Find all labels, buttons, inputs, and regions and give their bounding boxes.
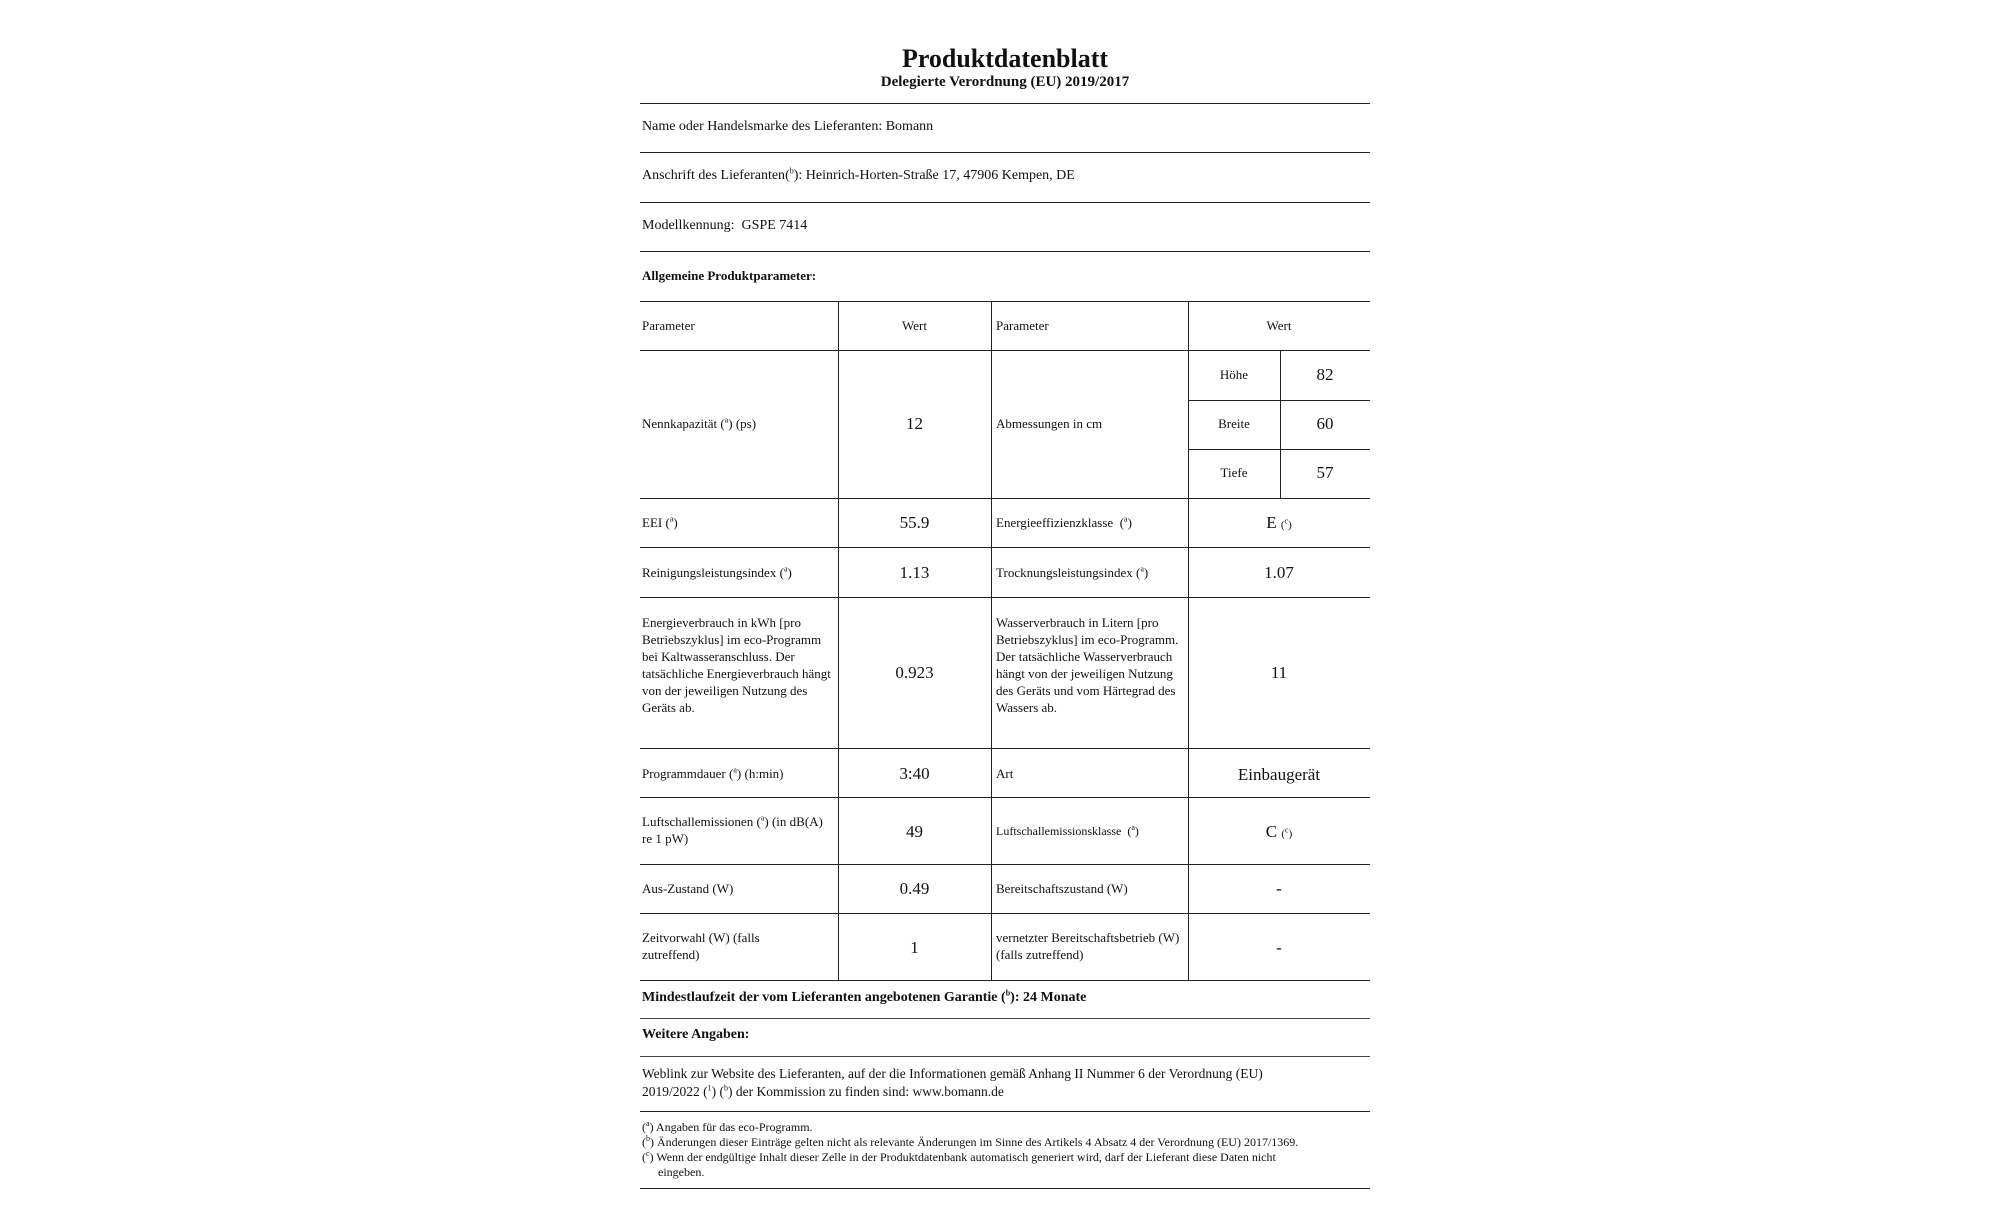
label-breite: Breite [1218,416,1250,431]
divider [640,152,1370,153]
label-aus-zustand: Aus-Zustand (W) [642,881,734,896]
divider [640,202,1370,203]
value-breite: 60 [1316,414,1334,433]
value-eei: 55.9 [899,513,930,532]
header-parameter-1: Parameter [642,318,695,333]
table-row-border [640,797,1370,798]
label-nennkapazitaet: Nennkapazität ($^a$) (ps) [642,415,757,431]
header-parameter-2: Parameter [996,318,1049,333]
table-bottom-border [640,980,1370,981]
label-vernetzter-bereitschaftsbetrieb: vernetzter Bereitschaftsbetrieb (W) (falls zutreffend) [996,930,1180,962]
footnote-a: ($^a$) Angaben für das eco-Programm. [642,1119,813,1134]
divider [640,103,1370,104]
value-energieeffizienzklasse: E ($^c$) [1266,513,1292,532]
label-programmdauer: Programmdauer ($^a$) (h:min) [642,765,784,781]
label-luftschallemissionen: Luftschallemissionen ($^a$) (in dB(A) re 1 pW) [642,813,823,846]
label-luftschallemissionsklasse: Luftschallemissionsklasse ($^a$) [996,823,1139,838]
supplier-address-line: Anschrift des Lieferanten($^b$): Heinrich-Horten-Straße 17, 47906 Kempen, DE [642,166,1075,183]
value-programmdauer: 3:40 [899,764,930,783]
label-energieverbrauch: Energieverbrauch in kWh [pro Betriebszyklus] im eco-Programm bei Kaltwasseranschluss. Der tatsächliche Energieverbrauch hängt von der jeweiligen Nutzung des Geräts ab. [642,615,831,715]
dimension-row-border [1188,400,1370,401]
value-vernetzter-bereitschaftsbetrieb: - [1276,938,1282,957]
label-eei: EEI ($^a$) [642,514,678,530]
label-art: Art [996,766,1014,781]
table-row-border [640,864,1370,865]
table-column-border [991,301,992,980]
table-row-border [640,547,1370,548]
supplier-name-line: Name oder Handelsmarke des Lieferanten: Bomann [642,119,934,134]
divider [640,1056,1370,1057]
label-abmessungen: Abmessungen in cm [996,416,1103,431]
label-zeitvorwahl: Zeitvorwahl (W) (falls zutreffend) [642,930,760,962]
table-row-border [640,597,1370,598]
weblink-line-1: Weblink zur Website des Lieferanten, auf der die Informationen gemäß Anhang II Nummer 6 der Verordnung (EU) [642,1066,1263,1081]
value-luftschallemissionsklasse: C ($^c$) [1265,822,1293,841]
value-art: Einbaugerät [1237,765,1321,784]
divider [640,1111,1370,1112]
value-nennkapazitaet: 12 [906,414,923,433]
value-hoehe: 82 [1316,365,1334,384]
divider [640,1018,1370,1019]
label-bereitschaftszustand: Bereitschaftszustand (W) [996,881,1128,896]
value-aus-zustand: 0.49 [899,879,930,898]
table-top-border [640,301,1370,302]
divider [640,251,1370,252]
weitere-angaben-heading: Weitere Angaben: [642,1027,750,1042]
label-energieeffizienzklasse: Energieeffizienzklasse ($^a$) [996,514,1132,530]
footnote-c: ($^c$) Wenn der endgültige Inhalt dieser Zelle in der Produktdatenbank automatisch generiert wird, darf der Lieferant diese Daten nicht eingeben. [642,1149,1276,1179]
value-energieverbrauch: 0.923 [895,663,934,682]
table-row-border [640,498,1370,499]
dimension-row-border [1188,449,1370,450]
label-reinigungsleistungsindex: Reinigungsleistungsindex ($^a$) [642,564,792,580]
garantie-line: Mindestlaufzeit der vom Lieferanten angebotenen Garantie ($^b$): 24 Monate [642,988,1087,1005]
value-reinigungsleistungsindex: 1.13 [899,563,930,582]
table-row-border [640,748,1370,749]
value-bereitschaftszustand: - [1276,879,1282,898]
footnote-b: ($^b$) Änderungen dieser Einträge gelten nicht als relevante Änderungen im Sinne des Artikels 4 Absatz 4 der Verordnung (EU) 2017/1369. [642,1134,1299,1149]
model-line: Modellkennung: GSPE 7414 [642,218,808,233]
table-row-border [640,913,1370,914]
label-tiefe: Tiefe [1220,465,1248,480]
label-wasserverbrauch: Wasserverbrauch in Litern [pro Betriebszyklus] im eco-Programm. Der tatsächliche Wasserverbrauch hängt von der jeweiligen Nutzung des Geräts und vom Härtegrad des Wassers ab. [996,615,1179,715]
bottom-divider [640,1188,1370,1189]
value-tiefe: 57 [1316,463,1334,482]
table-row-border [640,350,1370,351]
header-value-2: Wert [1266,318,1292,333]
value-wasserverbrauch: 11 [1270,663,1288,682]
value-luftschallemissionen: 49 [906,822,923,841]
weblink-line-2: 2019/2022 ($^1$) ($^b$) der Kommission zu finden sind: www.bomann.de [642,1083,1004,1099]
page-subtitle: Delegierte Verordnung (EU) 2019/2017 [880,74,1130,90]
value-zeitvorwahl: 1 [910,938,919,957]
general-parameters-heading: Allgemeine Produktparameter: [642,268,817,283]
page-title: Produktdatenblatt [901,44,1109,73]
value-trocknungsleistungsindex: 1.07 [1264,563,1294,582]
label-trocknungsleistungsindex: Trocknungsleistungsindex ($^a$) [996,564,1149,580]
header-value-1: Wert [902,318,927,333]
label-hoehe: Höhe [1219,367,1249,382]
